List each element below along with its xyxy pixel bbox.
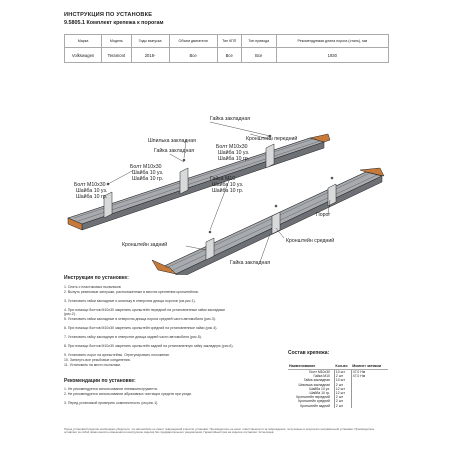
callout-kronshtein-zad: Кронштейн задний bbox=[122, 242, 168, 248]
callout-porog: Порог bbox=[316, 212, 331, 218]
kit-row bbox=[288, 404, 388, 408]
kit-item-qty: 2 шт bbox=[334, 395, 351, 399]
recommend-item: 3. Перед установкой проверить комплектность (см.рис.1). bbox=[64, 401, 159, 405]
callout-gayka-bottom: Гайка закладная bbox=[230, 260, 271, 266]
bracket-middle bbox=[180, 168, 188, 194]
spec-value-cell: Volkswagen bbox=[65, 48, 102, 63]
instruction-step: 8. При помощи болтов М10х30 закрепить кронштейн задний на установленную гайку закладную (рис.6). bbox=[64, 344, 234, 348]
installation-drawing bbox=[60, 110, 390, 275]
kit-item-qty: 10 шт bbox=[334, 378, 351, 382]
callout-shayba5: Шайба 10 уз. bbox=[76, 188, 108, 194]
kit-table bbox=[288, 362, 388, 408]
callout-bolt3: Болт М10х30 bbox=[74, 182, 106, 188]
recommend-item: 1. Не рекомендуется использование пневмоинструмента. bbox=[64, 387, 158, 391]
kit-item-qty: 10 шт bbox=[334, 370, 351, 375]
callout-shpilka: Шпилька закладная bbox=[148, 138, 196, 144]
kit-item-name: Кронштейн средний bbox=[298, 399, 330, 404]
callout-shayba6: Шайба 10 гр. bbox=[76, 194, 108, 200]
bracket-front-lower bbox=[328, 184, 336, 206]
footer-note: Перед установкой изделия необходимо убедиться, что автомобиль не имеет повреждений в местах установки. Производитель не несет ответственности за повреждения, полученные в результате неправильной установки. Производитель оставляет за собой право вносить изменения в конструкцию изделия без предварительного уведомления. Гарантийный срок на изделие составляет 12 месяцев. bbox=[64, 427, 375, 435]
spec-header-cell: Рекомендуемая длина порога (сталь), мм bbox=[276, 35, 388, 48]
instruction-step: 4. При помощи болтов M10x30 закрепить кронштейн передний на установленные гайки закладные (рис.2). bbox=[64, 308, 226, 316]
kit-header-cell: Наименование bbox=[288, 362, 334, 370]
callout-shayba8: Шайба 10 гр. bbox=[212, 188, 244, 194]
spec-header-row bbox=[65, 35, 389, 48]
callout-gayka-m10: Гайка М10 bbox=[210, 176, 236, 182]
kit-title: Состав крепежа: bbox=[288, 350, 330, 356]
callout-gayka-mid: Гайка закладная bbox=[154, 148, 195, 154]
spec-header-cell: Тип КПП bbox=[217, 35, 241, 48]
spec-header-cell: Объем двигателя bbox=[169, 35, 217, 48]
bracket-middle-lower bbox=[272, 212, 280, 234]
kit-item-qty: 2 шт bbox=[334, 383, 351, 387]
callout-shayba4: Шайба 10 гр. bbox=[132, 176, 164, 182]
callout-gayka-top: Гайка закладная bbox=[210, 116, 251, 122]
recommend-item: 2. Не рекомендуется использование абразивных чистящих средств при уходе. bbox=[64, 392, 193, 396]
callout-kronshtein-pered: Кронштейн передний bbox=[246, 136, 298, 142]
kit-item-qty: 2 шт bbox=[334, 374, 351, 378]
callout-shayba2: Шайба 10 гр. bbox=[218, 156, 250, 162]
kit-item-name: Шайба 10 гр. bbox=[309, 391, 330, 396]
instruction-step: 10. Затянуть все резьбовые соединения. bbox=[64, 358, 131, 362]
kit-item-qty: 12 шт bbox=[334, 387, 351, 391]
spec-header-cell: Тип привода bbox=[241, 35, 276, 48]
instruction-step: 6. При помощи болтов М10х30 закрепить кронштейн средний на установленные гайки (рис.4). bbox=[64, 326, 218, 330]
callout-bolt2: Болт М10х30 bbox=[130, 164, 162, 170]
instruction-step: 2. Вынуть резиновые заглушки, расположенные в местах крепления кронштейнов. bbox=[64, 290, 199, 294]
callout-shayba7: Шайба 10 уз. bbox=[212, 182, 244, 188]
kit-item-name: Шпилька закладная bbox=[298, 382, 330, 387]
instruction-page bbox=[60, 10, 390, 440]
kit-item-name: Гайка М10 bbox=[313, 374, 330, 379]
callout-shayba1: Шайба 10 уз. bbox=[218, 150, 250, 156]
kit-item-qty: 2 шт bbox=[334, 404, 351, 408]
spec-value-cell: Все bbox=[169, 48, 217, 63]
spec-value-cell: 2018- bbox=[131, 48, 169, 63]
spec-header-cell: Марка bbox=[65, 35, 102, 48]
spec-value-cell: Teramont bbox=[102, 48, 131, 63]
spec-value-cell: 1930 bbox=[276, 48, 388, 63]
recommend-title: Рекомендации по установке: bbox=[64, 378, 136, 384]
kit-item-name: Кронштейн передний bbox=[296, 395, 330, 400]
spec-table bbox=[64, 34, 389, 63]
kit-item-name: Кронштейн задний bbox=[300, 403, 330, 408]
instructions-title: Инструкция по установке: bbox=[64, 275, 129, 281]
instruction-step: 7. Установить гайку закладную в отверстие днища задней части автомобиля (рис.5). bbox=[64, 335, 202, 339]
kit-item-qty: 2 шт bbox=[334, 399, 351, 403]
instruction-step: 1. Снять с пластиковых пыльников bbox=[64, 285, 121, 289]
kit-header-cell: Момент затяжки bbox=[351, 362, 388, 370]
spec-value-cell: Все bbox=[241, 48, 276, 63]
kit-header-cell: Кол-во bbox=[334, 362, 351, 370]
instruction-step: 5. Установить гайки закладные в отверстия днища порога средней части автомобиля (рис.3). bbox=[64, 317, 216, 321]
spec-header-cell: Годы выпуска bbox=[131, 35, 169, 48]
kit-item-name: Шайба 10 уз. bbox=[309, 386, 330, 391]
callout-shayba3: Шайба 10 уз. bbox=[132, 170, 164, 176]
spec-header-cell: Модель bbox=[102, 35, 131, 48]
instruction-step: 3. Установить гайки закладные и шпильку в отверстия днища порогов (см.рис.1). bbox=[64, 299, 196, 303]
callout-bolt1: Болт М10х30 bbox=[216, 144, 248, 150]
kit-header-row bbox=[288, 362, 388, 370]
kit-item-qty: 12 шт bbox=[334, 391, 351, 395]
kit-item-name: Болт М10х30 bbox=[309, 370, 330, 375]
spec-value-cell: Все bbox=[217, 48, 241, 63]
kit-item-torque bbox=[351, 404, 388, 408]
callout-kronshtein-sred: Кронштейн средний bbox=[286, 238, 335, 244]
kit-item-torque: 47,0 Нм bbox=[352, 374, 366, 379]
doc-subtitle: 9.5805.1 Комплект крепежа к порогам bbox=[64, 20, 164, 26]
instruction-step: 11. Установить на место пыльники. bbox=[64, 363, 121, 367]
kit-item-torque: 47,0 Нм bbox=[352, 370, 366, 375]
spec-value-row bbox=[65, 48, 389, 63]
kit-item-name: Гайка закладная bbox=[303, 378, 330, 383]
bracket-front bbox=[266, 144, 274, 168]
bracket-rear-lower bbox=[206, 238, 214, 260]
instruction-step: 9. Установить порог на кронштейны. Отрегулировать положение. bbox=[64, 353, 171, 357]
doc-title: ИНСТРУКЦИЯ ПО УСТАНОВКЕ bbox=[64, 12, 153, 18]
